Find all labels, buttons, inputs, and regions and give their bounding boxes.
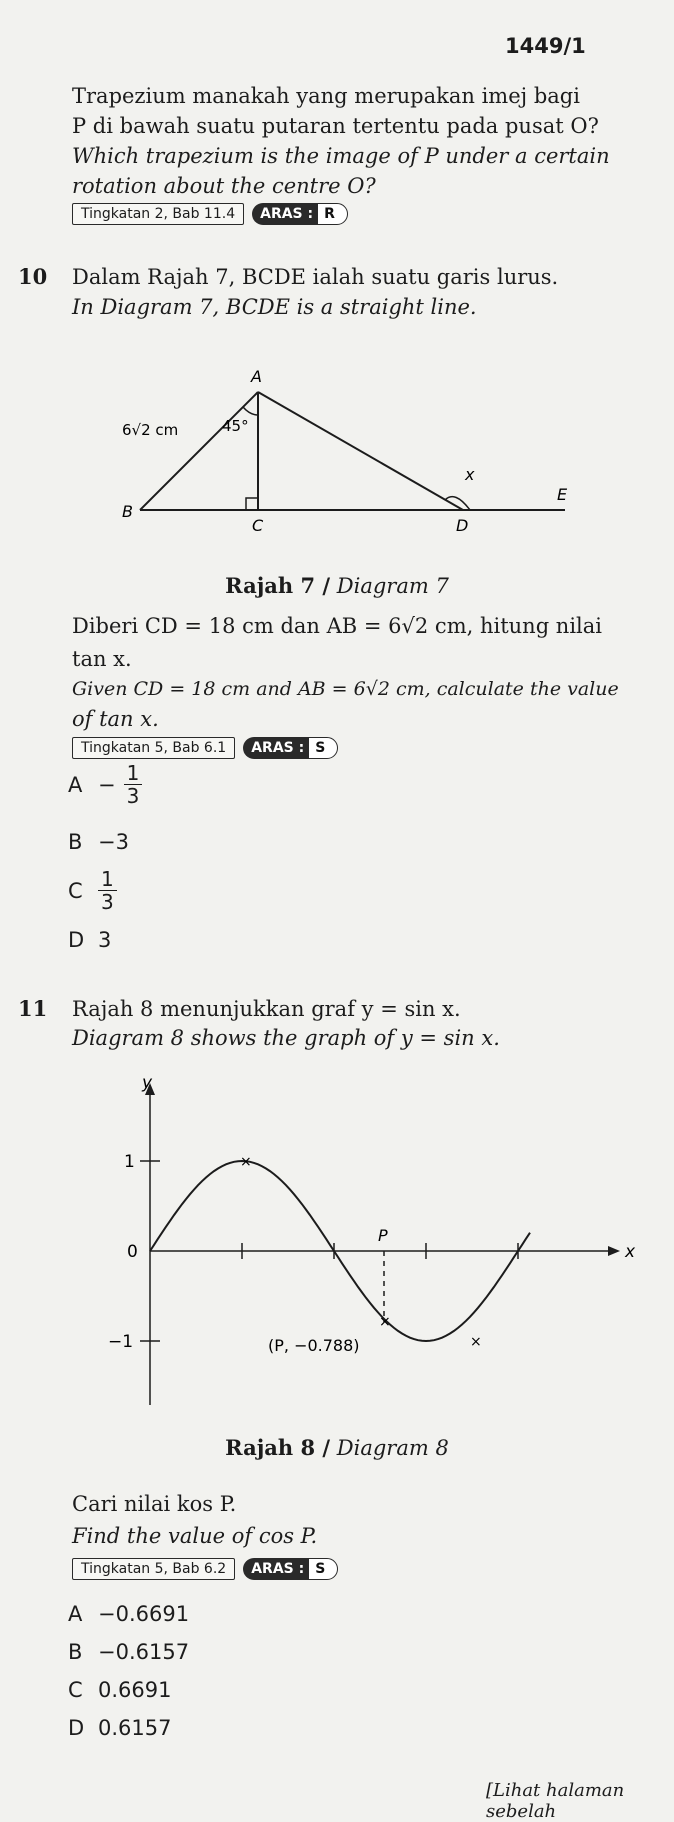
right-angle-mark (246, 498, 258, 510)
q11-option-b[interactable] (68, 1640, 189, 1664)
label-b: B (122, 502, 133, 521)
q10-tag (72, 737, 338, 759)
option-text: 3 (98, 928, 112, 952)
diagram-8 (100, 1075, 640, 1415)
option-text: −0.6157 (98, 1640, 190, 1664)
caption-en: Diagram 8 (336, 1436, 449, 1460)
q10-ms: Dalam Rajah 7, BCDE ialah suatu garis lurus. (72, 265, 559, 289)
label-d: D (456, 516, 469, 535)
q11-find-en: Find the value of cos P. (72, 1524, 318, 1548)
frac-num: 1 (124, 762, 143, 785)
label-x: x (465, 465, 475, 484)
aras-label: ARAS : (243, 737, 308, 759)
caption-en: Diagram 7 (336, 574, 449, 598)
side-ab (140, 392, 258, 510)
syllabus-tag: Tingkatan 2, Bab 11.4 (72, 203, 244, 225)
label-p: P (378, 1226, 388, 1245)
option-letter: B (68, 830, 83, 854)
angle-arc-45 (243, 407, 258, 415)
q9-ms-line2: P di bawah suatu putaran tertentu pada pusat O? (72, 114, 599, 138)
q9-ms-line1: Trapezium manakah yang merupakan imej bagi (72, 84, 580, 108)
option-text: −0.6691 (98, 1602, 190, 1626)
q10-given-ms-2: tan x. (72, 647, 132, 671)
q10-option-d[interactable] (68, 928, 111, 952)
x-axis-arrow (608, 1246, 620, 1256)
q10-option-a[interactable] (68, 762, 142, 807)
label-x: x (625, 1242, 636, 1262)
q9-en-line1: Which trapezium is the image of P under a certain (72, 144, 610, 168)
aras-level: R (317, 203, 348, 225)
q10-given-ms-1: Diberi CD = 18 cm dan AB = 6√2 cm, hitung nilai (72, 614, 603, 638)
q11-en: Diagram 8 shows the graph of y = sin x. (72, 1026, 500, 1050)
frac-den: 3 (101, 890, 114, 914)
q10-option-b[interactable] (68, 830, 129, 854)
syllabus-tag: Tingkatan 5, Bab 6.2 (72, 1558, 235, 1580)
option-letter: B (68, 1640, 83, 1664)
max-cross: × (240, 1154, 252, 1170)
frac-den: 3 (126, 784, 140, 808)
option-letter: A (68, 1602, 83, 1626)
label-c: C (252, 516, 264, 535)
q11-tag (72, 1558, 338, 1580)
option-fraction (124, 762, 143, 807)
caption-diagram-7 (0, 572, 674, 600)
option-letter: C (68, 1678, 83, 1702)
q11-find-ms: Cari nilai kos P. (72, 1492, 237, 1516)
page-number: 1449/1 (505, 34, 586, 58)
p-cross: × (379, 1314, 391, 1330)
side-ad (258, 392, 463, 510)
syllabus-tag: Tingkatan 5, Bab 6.1 (72, 737, 235, 759)
diagram-7 (100, 355, 600, 535)
label-side-ab: 6√2 cm (122, 421, 179, 439)
q11-number: 11 (18, 996, 48, 1021)
caption-ms: Rajah 8 / (225, 1435, 331, 1460)
min-cross: × (470, 1334, 482, 1350)
label-y: y (142, 1075, 153, 1093)
option-fraction (98, 868, 117, 913)
label-angle-45: 45° (222, 417, 249, 435)
q10-option-c[interactable] (68, 868, 117, 913)
footer-next-page: [Lihat halaman sebelah (486, 1780, 625, 1822)
aras-level: S (308, 737, 338, 759)
q10-number: 10 (18, 264, 48, 289)
tick-label-0: 0 (127, 1242, 138, 1262)
q10-en: In Diagram 7, BCDE is a straight line. (72, 295, 477, 319)
option-letter: D (68, 928, 85, 952)
caption-ms: Rajah 7 / (225, 573, 331, 598)
q9-tag (72, 203, 348, 225)
q11-ms: Rajah 8 menunjukkan graf y = sin x. (72, 997, 461, 1021)
point-label: (P, −0.788) (268, 1336, 360, 1355)
frac-num: 1 (98, 868, 117, 891)
q11-option-d[interactable] (68, 1716, 171, 1740)
q10-given-en-2: of tan x. (72, 707, 159, 731)
option-letter: A (68, 772, 83, 797)
aras-level: S (308, 1558, 338, 1580)
label-e: E (557, 485, 568, 504)
option-text: 0.6157 (98, 1716, 172, 1740)
q9-en-line2: rotation about the centre O? (72, 174, 376, 198)
option-letter: C (68, 878, 83, 903)
option-text: −3 (98, 830, 129, 854)
caption-diagram-8 (0, 1434, 674, 1462)
option-letter: D (68, 1716, 85, 1740)
q11-option-c[interactable] (68, 1678, 171, 1702)
label-a: A (251, 367, 262, 386)
q10-given-en-1: Given CD = 18 cm and AB = 6√2 cm, calculate the value (72, 678, 619, 700)
option-sign: − (98, 772, 116, 797)
angle-arc-x (445, 497, 470, 510)
aras-label: ARAS : (243, 1558, 308, 1580)
option-text: 0.6691 (98, 1678, 172, 1702)
aras-label: ARAS : (252, 203, 317, 225)
tick-label-neg1: −1 (108, 1332, 134, 1352)
q11-option-a[interactable] (68, 1602, 189, 1626)
tick-label-1: 1 (124, 1152, 135, 1172)
